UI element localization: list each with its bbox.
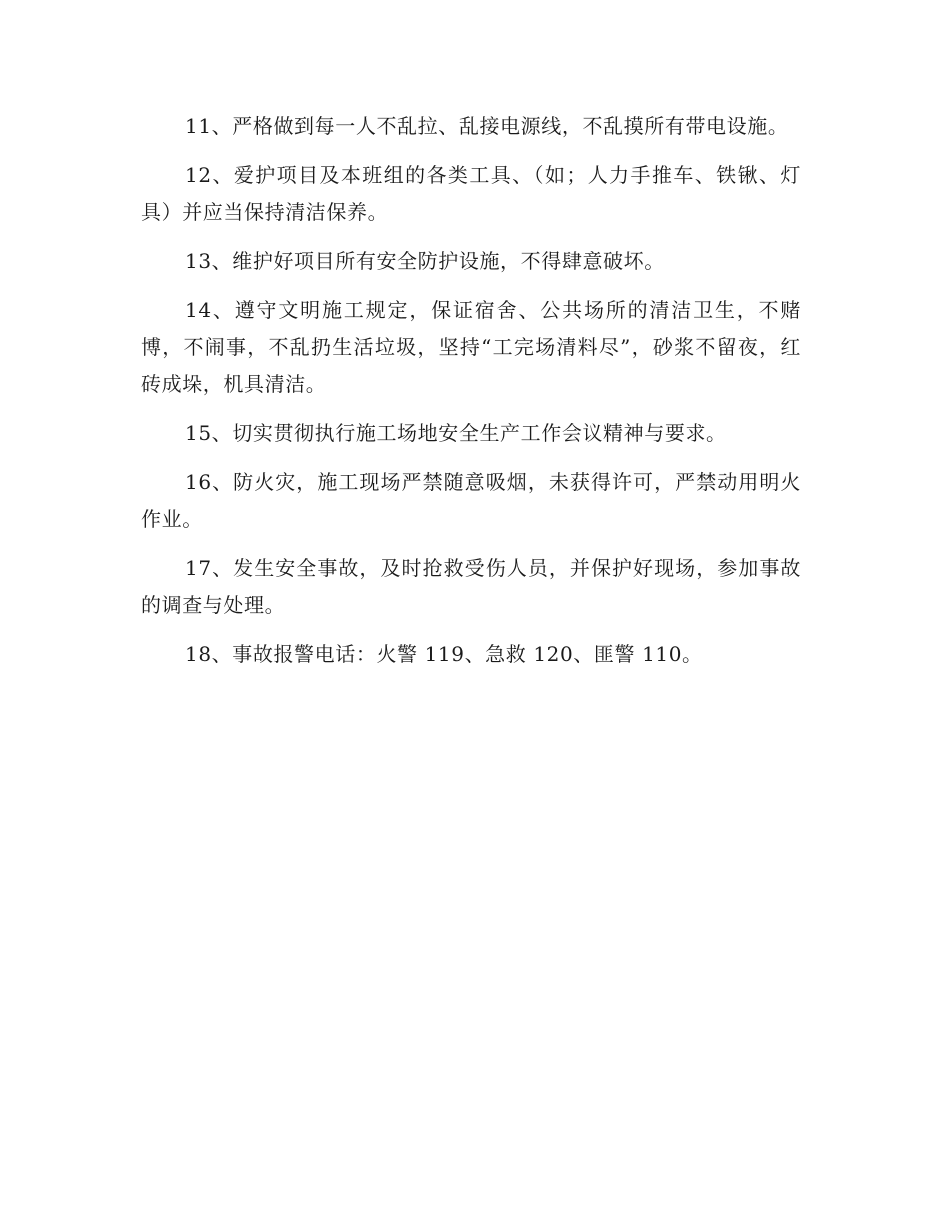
rule-item-16: 16、防火灾，施工现场严禁随意吸烟，未获得许可，严禁动用明火作业。 — [141, 470, 801, 531]
rule-item-14: 14、遵守文明施工规定，保证宿舍、公共场所的清洁卫生，不赌博，不闹事，不乱扔生活垃圾，坚持“工完场清料尽”，砂浆不留夜，红砖成垛，机具清洁。 — [141, 298, 801, 396]
rule-item-15: 15、切实贯彻执行施工场地安全生产工作会议精神与要求。 — [185, 421, 727, 445]
rule-item-11: 11、严格做到每一人不乱拉、乱接电源线，不乱摸所有带电设施。 — [185, 114, 789, 138]
rule-item-17: 17、发生安全事故，及时抢救受伤人员，并保护好现场，参加事故的调查与处理。 — [141, 556, 801, 617]
document-body — [141, 108, 801, 685]
rule-item-13: 13、维护好项目所有安全防护设施，不得肆意破坏。 — [185, 249, 665, 273]
rule-item-18: 18、事故报警电话：火警 119、急救 120、匪警 110。 — [185, 642, 703, 666]
rule-item-12: 12、爱护项目及本班组的各类工具、（如；人力手推车、铁锹、灯具）并应当保持清洁保养。 — [141, 163, 801, 224]
